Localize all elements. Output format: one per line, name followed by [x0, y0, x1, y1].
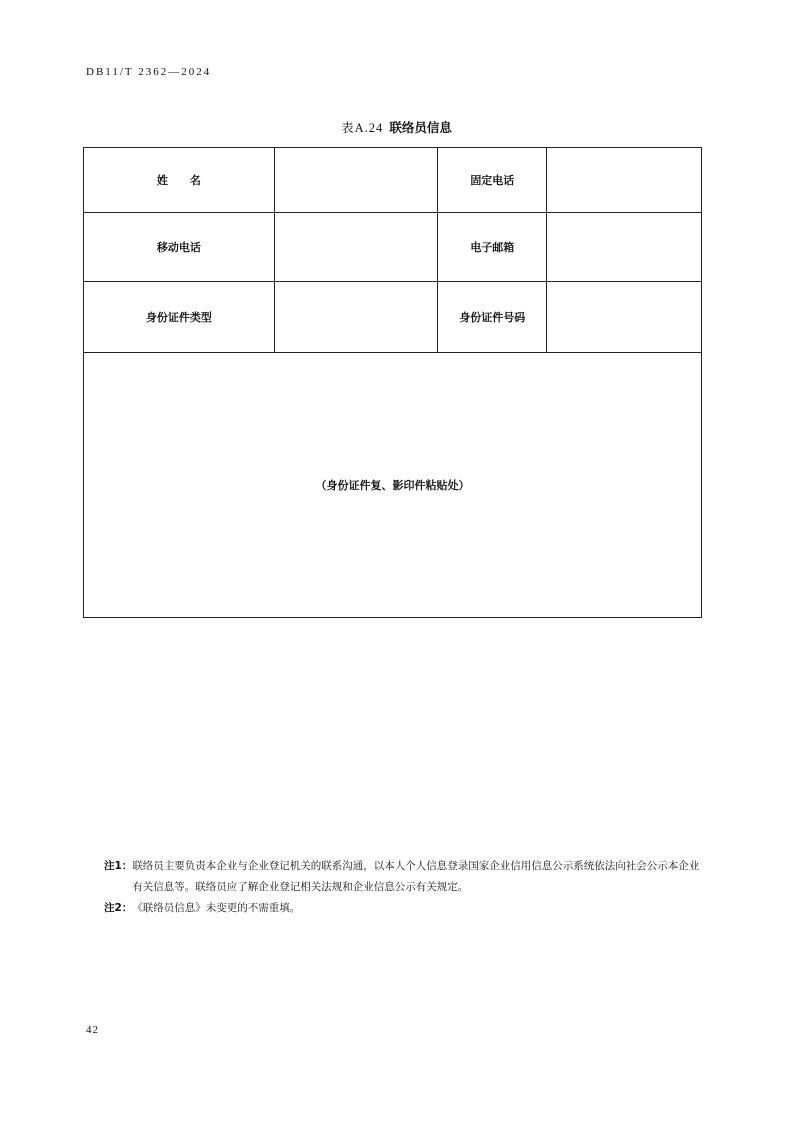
table-caption [0, 118, 793, 136]
mobile-value-cell[interactable] [274, 213, 438, 282]
document-code: DB11/T 2362—2024 [86, 66, 212, 78]
table-number: 表A.24 [341, 121, 384, 135]
page-number: 42 [86, 1024, 99, 1036]
note-item [104, 856, 704, 898]
table-row [84, 353, 702, 618]
note-text: 《联络员信息》未变更的不需重填。 [132, 902, 301, 914]
name-label-cell [84, 148, 275, 213]
fixed-phone-value-cell[interactable] [547, 148, 702, 213]
note-label: 注1： [104, 860, 133, 872]
id-copy-attachment-area: （身份证件复、影印件粘贴处） [84, 353, 702, 618]
note-item [104, 898, 704, 919]
name-label: 姓名 [156, 174, 223, 187]
table-row [84, 213, 702, 282]
notes [104, 856, 704, 919]
contact-info-table [83, 147, 702, 618]
id-type-label: 身份证件类型 [84, 282, 275, 353]
table-title: 联络员信息 [389, 120, 452, 135]
mobile-label: 移动电话 [84, 213, 275, 282]
fixed-phone-label: 固定电话 [438, 148, 547, 213]
note-text: 联络员主要负责本企业与企业登记机关的联系沟通，以本人个人信息登录国家企业信用信息公示系统依法向社会公示本企业有关信息等。联络员应了解企业登记相关法规和企业信息公示有关规定。 [132, 860, 700, 893]
id-type-value-cell[interactable] [274, 282, 438, 353]
id-number-value-cell[interactable] [547, 282, 702, 353]
email-label: 电子邮箱 [438, 213, 547, 282]
id-number-label: 身份证件号码 [438, 282, 547, 353]
name-value-cell[interactable] [274, 148, 438, 213]
table-row [84, 148, 702, 213]
email-value-cell[interactable] [547, 213, 702, 282]
table-row [84, 282, 702, 353]
note-label: 注2： [104, 902, 133, 914]
